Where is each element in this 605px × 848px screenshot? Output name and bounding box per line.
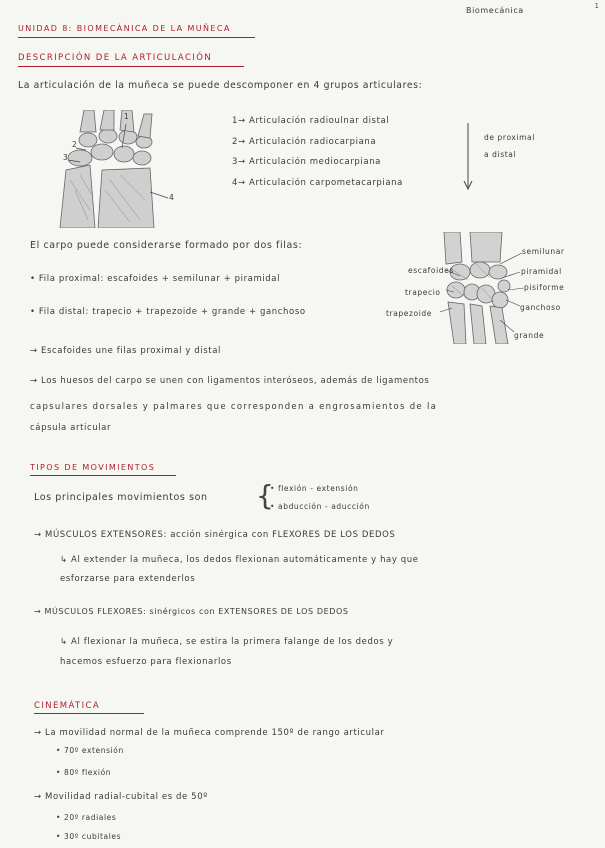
carpus-row-distal: • Fila distal: trapecio + trapezoide + grande + ganchoso xyxy=(30,307,306,317)
figure2-label-piramidal: piramidal xyxy=(521,267,562,276)
section-title-underline xyxy=(18,66,244,67)
page-number: 1 xyxy=(594,2,599,10)
unit-title-underline xyxy=(18,37,255,38)
kinematics-radial: • 20º radiales xyxy=(56,813,117,822)
movements-intro: Los principales movimientos son xyxy=(34,492,208,503)
section-title-kinematics: CINEMÁTICA xyxy=(34,701,101,711)
down-arrow-icon xyxy=(462,123,474,193)
figure2-label-pisiforme: pisiforme xyxy=(524,283,565,292)
figure2-label-trapezoide: trapezoide xyxy=(386,309,432,318)
figure2-leader-lines xyxy=(440,250,530,340)
kinematics-ulnar: • 30º cubitales xyxy=(56,832,122,841)
figure2-label-grande: grande xyxy=(514,331,545,340)
joint-item-3: 3→ Articulación mediocarpiana xyxy=(232,157,381,167)
figure1-label-4: 4 xyxy=(169,193,175,202)
subject-header: Biomecánica xyxy=(466,6,524,15)
order-proximal: de proximal xyxy=(484,133,535,142)
movements-underline xyxy=(30,475,176,476)
section-title-description: DESCRIPCIÓN DE LA ARTICULACIÓN xyxy=(18,53,213,63)
carpus-note-ligaments-line1: → Los huesos del carpo se unen con ligamentos interóseos, además de ligamentos xyxy=(30,376,430,386)
flexors-line: → MÚSCULOS FLEXORES: sinérgicos con EXTENSORES DE LOS DEDOS xyxy=(34,607,349,616)
kinematics-range-line: → La movilidad normal de la muñeca comprende 150º de rango articular xyxy=(34,728,385,738)
wrist-joints-figure xyxy=(50,110,182,228)
carpus-note-ligaments-line2: capsulares dorsales y palmares que corresponden a engrosamientos de la xyxy=(30,402,438,412)
movement-item-flexion: • flexión - extensión xyxy=(270,484,359,493)
kinematics-radial-ulnar-line: → Movilidad radial-cubital es de 50º xyxy=(34,792,208,802)
section1-intro: La articulación de la muñeca se puede descomponer en 4 grupos articulares: xyxy=(18,80,423,91)
figure2-label-trapecio: trapecio xyxy=(405,288,441,297)
kinematics-flexion: • 80º flexión xyxy=(56,768,112,777)
figure1-label-2: 2 xyxy=(72,140,78,149)
kinematics-underline xyxy=(34,713,144,714)
carpus-note-scaphoid: → Escafoides une filas proximal y distal xyxy=(30,346,221,356)
section-title-movements: TIPOS DE MOVIMIENTOS xyxy=(30,463,156,472)
kinematics-extension: • 70º extensión xyxy=(56,746,124,755)
figure1-label-3: 3 xyxy=(63,153,69,162)
figure2-label-semilunar: semilunar xyxy=(522,247,565,256)
extensors-line: → MÚSCULOS EXTENSORES: acción sinérgica con FLEXORES DE LOS DEDOS xyxy=(34,530,396,540)
brace-icon: { xyxy=(256,479,274,512)
movement-item-abduction: • abducción - aducción xyxy=(270,502,370,511)
figure1-label-1: 1 xyxy=(124,112,130,121)
joint-item-1: 1→ Articulación radioulnar distal xyxy=(232,116,390,126)
carpus-note-ligaments-line3: cápsula articular xyxy=(30,423,112,433)
figure2-label-ganchoso: ganchoso xyxy=(520,303,561,312)
carpus-intro: El carpo puede considerarse formado por dos filas: xyxy=(30,240,303,251)
extensors-sub1: ↳ Al extender la muñeca, los dedos flexionan automáticamente y hay que xyxy=(60,555,419,565)
order-distal: a distal xyxy=(484,150,517,159)
unit-title: UNIDAD 8: BIOMECÁNICA DE LA MUÑECA xyxy=(18,24,231,33)
flexors-sub1: ↳ Al flexionar la muñeca, se estira la primera falange de los dedos y xyxy=(60,637,394,647)
figure2-label-escafoides: escafoides xyxy=(408,266,454,275)
joint-item-2: 2→ Articulación radiocarpiana xyxy=(232,137,377,147)
carpus-row-proximal: • Fila proximal: escafoides + semilunar + piramidal xyxy=(30,274,281,284)
joint-item-4: 4→ Articulación carpometacarpiana xyxy=(232,178,403,188)
extensors-sub2: esforzarse para extenderlos xyxy=(60,574,196,584)
flexors-sub2: hacemos esfuerzo para flexionarlos xyxy=(60,657,232,667)
